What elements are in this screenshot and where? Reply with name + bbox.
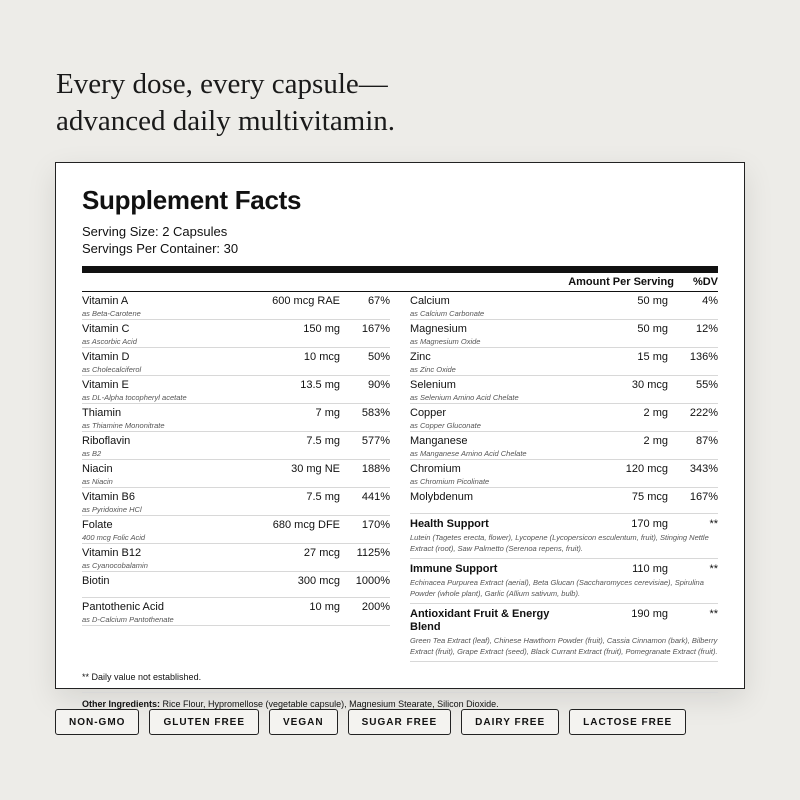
badge-sugar-free: SUGAR FREE — [348, 709, 452, 735]
nutrient-row — [410, 320, 718, 348]
nutrient-row — [410, 376, 718, 404]
blend-amount: 110 mg — [632, 563, 668, 575]
nutrient-row — [82, 404, 390, 432]
nutrient-dv: 87% — [695, 435, 718, 447]
blend-name: Health Support — [410, 518, 489, 530]
footnote: ** Daily value not established. — [82, 672, 718, 693]
nutrient-dv: 583% — [361, 407, 390, 419]
nutrient-amount: 50 mg — [637, 323, 668, 335]
nutrient-line — [410, 407, 718, 420]
nutrient-name: Calcium — [410, 295, 450, 307]
nutrient-dv: 136% — [689, 351, 718, 363]
blend-row — [410, 514, 718, 559]
nutrient-name: Vitamin C — [82, 323, 130, 335]
nutrient-name: Vitamin E — [82, 379, 129, 391]
nutrient-source: as Calcium Carbonate — [410, 309, 485, 318]
badge-vegan: VEGAN — [269, 709, 338, 735]
nutrient-source: as Magnesium Oxide — [410, 337, 481, 346]
nutrient-line — [82, 601, 390, 614]
nutrient-name: Niacin — [82, 463, 113, 475]
nutrient-dv: 50% — [367, 351, 390, 363]
nutrient-amount: 2 mg — [643, 407, 668, 419]
nutrient-name: Pantothenic Acid — [82, 601, 164, 613]
other-ingredients-label: Other Ingredients: — [82, 699, 161, 709]
nutrient-amount: 30 mcg — [631, 379, 668, 391]
nutrient-amount: 10 mcg — [303, 351, 340, 363]
thick-divider — [82, 266, 718, 273]
nutrient-line — [82, 323, 390, 336]
nutrient-row — [82, 516, 390, 544]
nutrient-source: as B2 — [82, 449, 102, 458]
nutrient-row — [410, 348, 718, 376]
nutrient-line — [82, 351, 390, 364]
nutrient-name: Selenium — [410, 379, 456, 391]
servings-per-container: Servings Per Container: 30 — [82, 241, 239, 256]
nutrient-amount: 300 mcg — [297, 575, 340, 587]
nutrient-dv: 4% — [702, 295, 718, 307]
nutrient-row — [82, 488, 390, 516]
badge-row — [55, 709, 686, 735]
nutrient-name: Vitamin B6 — [82, 491, 135, 503]
nutrient-source: as Cyanocobalamin — [82, 561, 148, 570]
nutrient-line — [82, 575, 390, 588]
right-column — [410, 292, 718, 662]
nutrient-amount: 2 mg — [643, 435, 668, 447]
nutrient-name: Zinc — [410, 351, 431, 363]
nutrient-line — [410, 491, 718, 504]
nutrient-name: Biotin — [82, 575, 110, 587]
supplement-facts-panel — [55, 162, 745, 709]
nutrient-name: Vitamin A — [82, 295, 129, 307]
nutrient-amount: 50 mg — [637, 295, 668, 307]
nutrient-source: as Manganese Amino Acid Chelate — [410, 449, 527, 458]
nutrient-amount: 600 mcg RAE — [272, 295, 340, 307]
nutrient-line — [410, 435, 718, 448]
nutrient-amount: 7.5 mg — [306, 491, 340, 503]
nutrient-name: Vitamin D — [82, 351, 130, 363]
nutrient-row — [82, 598, 390, 626]
nutrient-line — [82, 435, 390, 448]
nutrient-dv: 441% — [361, 491, 390, 503]
col-amount-header: Amount Per Serving — [568, 276, 674, 288]
nutrient-source: as Chromium Picolinate — [410, 477, 490, 486]
nutrient-row — [82, 292, 390, 320]
nutrient-dv: 222% — [689, 407, 718, 419]
badge-gluten-free: GLUTEN FREE — [149, 709, 259, 735]
nutrient-amount: 13.5 mg — [300, 379, 340, 391]
nutrient-line — [82, 463, 390, 476]
nutrient-dv: 343% — [689, 463, 718, 475]
nutrient-dv: 170% — [361, 519, 390, 531]
nutrient-source: as Selenium Amino Acid Chelate — [410, 393, 519, 402]
blend-name: Immune Support — [410, 563, 498, 575]
blend-line — [410, 518, 718, 531]
nutrient-dv: 67% — [367, 295, 390, 307]
nutrient-row — [82, 460, 390, 488]
other-ingredients-text: Rice Flour, Hypromellose (vegetable capsule), Magnesium Stearate, Silicon Dioxide. — [160, 699, 499, 709]
blend-dv: ** — [709, 608, 718, 620]
nutrient-amount: 7.5 mg — [306, 435, 340, 447]
nutrient-dv: 12% — [695, 323, 718, 335]
nutrient-source: as Niacin — [82, 477, 113, 486]
nutrient-amount: 680 mcg DFE — [272, 519, 340, 531]
col-dv-header: %DV — [692, 276, 718, 288]
nutrient-line — [82, 407, 390, 420]
serving-size: Serving Size: 2 Capsules — [82, 224, 228, 239]
nutrient-amount: 15 mg — [637, 351, 668, 363]
blend-row — [410, 604, 718, 662]
nutrient-amount: 75 mcg — [631, 491, 668, 503]
nutrient-name: Vitamin B12 — [82, 547, 142, 559]
nutrient-line — [410, 463, 718, 476]
blend-description: Lutein (Tagetes erecta, flower), Lycopene (Lycopersicon esculentum, fruit), Stinging Nettle Extract (root), Saw Palmetto (Serenoa repens, fruit). — [410, 533, 709, 553]
badge-non-gmo: NON-GMO — [55, 709, 139, 735]
nutrient-line — [82, 547, 390, 560]
facts-columns — [82, 292, 718, 662]
blend-amount: 170 mg — [631, 518, 668, 530]
nutrient-dv: 55% — [695, 379, 718, 391]
nutrient-line — [82, 519, 390, 532]
nutrient-amount: 30 mg NE — [291, 463, 340, 475]
nutrient-dv: 200% — [361, 601, 390, 613]
nutrient-dv: 577% — [361, 435, 390, 447]
nutrient-line — [82, 491, 390, 504]
nutrient-line — [410, 351, 718, 364]
nutrient-dv: 188% — [361, 463, 390, 475]
nutrient-source: as D-Calcium Pantothenate — [82, 615, 174, 624]
nutrient-row — [410, 460, 718, 488]
nutrient-amount: 10 mg — [309, 601, 340, 613]
nutrient-line — [410, 323, 718, 336]
blend-name: Antioxidant Fruit & Energy Blend — [410, 608, 550, 633]
nutrient-name: Magnesium — [410, 323, 467, 335]
nutrient-amount: 27 mcg — [303, 547, 340, 559]
nutrient-row — [82, 320, 390, 348]
blend-description: Green Tea Extract (leaf), Chinese Hawthorn Powder (fruit), Cassia Cinnamon (bark), Bilberry Extract (fruit), Grape Extract (seed), Black Currant Extract (fruit), Pomegranate Extract (fruit). — [410, 636, 718, 656]
nutrient-row — [410, 404, 718, 432]
nutrient-source: 400 mcg Folic Acid — [82, 533, 146, 542]
nutrient-amount: 7 mg — [315, 407, 340, 419]
nutrient-dv: 167% — [689, 491, 718, 503]
facts-title: Supplement Facts — [82, 185, 302, 215]
headline — [56, 66, 656, 140]
nutrient-dv: 167% — [361, 323, 390, 335]
blend-dv: ** — [709, 518, 718, 530]
badge-dairy-free: DAIRY FREE — [461, 709, 559, 735]
blend-description: Echinacea Purpurea Extract (aerial), Beta Glucan (Saccharomyces cerevisiae), Spirulina Powder (whole plant), Garlic (Allium sativum, bulb). — [410, 578, 704, 598]
nutrient-dv: 1000% — [355, 575, 390, 587]
blend-line — [410, 608, 718, 634]
nutrient-dv: 90% — [367, 379, 390, 391]
nutrient-dv: 1125% — [356, 547, 390, 559]
nutrient-name: Manganese — [410, 435, 468, 447]
nutrient-row — [82, 348, 390, 376]
nutrient-source: as Beta-Carotene — [82, 309, 141, 318]
left-column — [82, 292, 390, 662]
nutrient-source: as Pyridoxine HCl — [82, 505, 142, 514]
nutrient-name: Copper — [410, 407, 447, 419]
nutrient-name: Thiamin — [82, 407, 122, 419]
nutrient-name: Folate — [82, 519, 113, 531]
nutrient-source: as Copper Gluconate — [410, 421, 481, 430]
nutrient-source: as Ascorbic Acid — [82, 337, 137, 346]
badge-lactose-free: LACTOSE FREE — [569, 709, 686, 735]
headline-line-2: advanced daily multivitamin. — [56, 105, 396, 137]
nutrient-source: as DL-Alpha tocopheryl acetate — [82, 393, 187, 402]
other-ingredients — [82, 699, 718, 709]
blend-amount: 190 mg — [631, 608, 668, 620]
nutrient-amount: 150 mg — [303, 323, 340, 335]
nutrient-row — [82, 544, 390, 572]
nutrient-source: as Thiamine Mononitrate — [82, 421, 165, 430]
nutrient-name: Chromium — [410, 463, 461, 475]
nutrient-line — [82, 379, 390, 392]
headline-line-1: Every dose, every capsule— — [56, 68, 388, 100]
nutrient-name: Molybdenum — [410, 491, 473, 503]
blend-line — [410, 563, 718, 576]
nutrient-amount: 120 mcg — [625, 463, 668, 475]
blend-row — [410, 559, 718, 604]
column-header — [82, 273, 718, 292]
nutrient-name: Riboflavin — [82, 435, 131, 447]
nutrient-line — [410, 295, 718, 308]
nutrient-line — [82, 295, 390, 308]
nutrient-row — [410, 432, 718, 460]
nutrient-row — [82, 376, 390, 404]
blend-dv: ** — [709, 563, 718, 575]
nutrient-line — [410, 379, 718, 392]
nutrient-row — [82, 432, 390, 460]
nutrient-row — [82, 572, 390, 598]
nutrient-source: as Zinc Oxide — [410, 365, 456, 374]
nutrient-row — [410, 488, 718, 514]
nutrient-row — [410, 292, 718, 320]
nutrient-source: as Cholecalciferol — [82, 365, 142, 374]
